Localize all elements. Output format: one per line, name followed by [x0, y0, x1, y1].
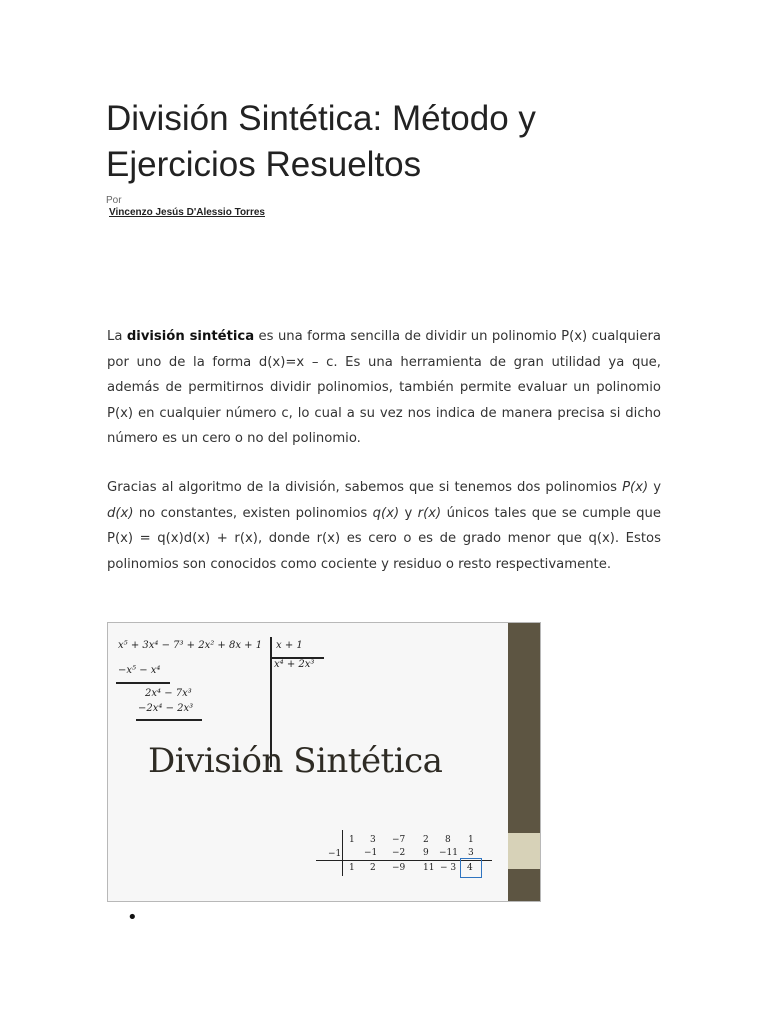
table-cell: 1 [468, 835, 474, 845]
table-cell: 3 [370, 835, 376, 845]
division-algorithm-paragraph [107, 475, 661, 577]
synthetic-vertical-line [342, 830, 343, 876]
table-cell: −2 [392, 848, 406, 858]
subtraction-step-3: −2x⁴ − 2x³ [138, 703, 194, 714]
key-term: división sintética [126, 329, 255, 344]
slide-title: División Sintética [148, 741, 443, 781]
table-cell: −11 [439, 848, 458, 858]
table-cell: 3 [468, 848, 474, 858]
algorithm-text-2: no constantes, existen polinomios [138, 505, 368, 521]
table-cell: 9 [423, 848, 429, 858]
list-bullet: • [127, 907, 138, 928]
polynomial-d: d(x) [107, 505, 134, 521]
polynomial-p: P(x) [622, 480, 649, 495]
intro-prefix: La [107, 329, 123, 344]
divisor-expression: x + 1 [276, 640, 303, 651]
conjunction-1: y [653, 480, 661, 495]
slide-side-accent [508, 833, 540, 869]
algorithm-text-3: únicos tales que se cumple que P(x) = q(x)d(x) + r(x), donde r(x) es cero o es de grado menor que q(x). Estos polinomios son conocidos como cociente y residuo o resto respectivamente. [107, 505, 662, 572]
quotient-expression: x⁴ + 2x³ [274, 659, 315, 670]
table-cell: 2 [423, 835, 429, 845]
author-link[interactable]: Vincenzo Jesús D'Alessio Torres [109, 207, 265, 218]
polynomial-r: r(x) [417, 505, 442, 521]
division-figure [107, 622, 541, 902]
byline-label: Por [106, 195, 122, 206]
conjunction-2: y [404, 505, 413, 521]
table-cell: 8 [445, 835, 451, 845]
table-cell: − 3 [440, 863, 457, 873]
table-cell: 1 [349, 863, 355, 873]
table-cell: 1 [349, 835, 355, 845]
remainder-step-2: 2x⁴ − 7x³ [145, 688, 192, 699]
synthetic-root: −1 [328, 849, 342, 859]
polynomial-q: q(x) [372, 505, 400, 521]
table-cell: 2 [370, 863, 376, 873]
dividend-expression: x⁵ + 3x⁴ − 7³ + 2x² + 8x + 1 [118, 640, 263, 651]
intro-text: es una forma sencilla de dividir un polinomio P(x) cualquiera por uno de la forma d(x)=x – c. Es una herramienta de gran utilidad ya que, además de permitirnos dividir polinomios, también permite evaluar un polinomio P(x) en cualquier número c, lo cual a su vez nos indica de manera precisa si dicho número es un cero o no del polinomio. [107, 329, 661, 446]
step-1-line [116, 682, 170, 684]
subtraction-step-1: −x⁵ − x⁴ [118, 665, 161, 676]
step-3-line [136, 719, 202, 721]
article-title: División Sintética: Método y Ejercicios Resueltos [106, 99, 536, 184]
table-cell: −7 [392, 835, 406, 845]
remainder-cell: 4 [467, 863, 473, 873]
table-cell: 11 [423, 863, 435, 873]
algorithm-text-1: Gracias al algoritmo de la división, sabemos que si tenemos dos polinomios [107, 480, 618, 495]
table-cell: −9 [392, 863, 406, 873]
intro-paragraph [107, 324, 661, 452]
table-cell: −1 [364, 848, 378, 858]
